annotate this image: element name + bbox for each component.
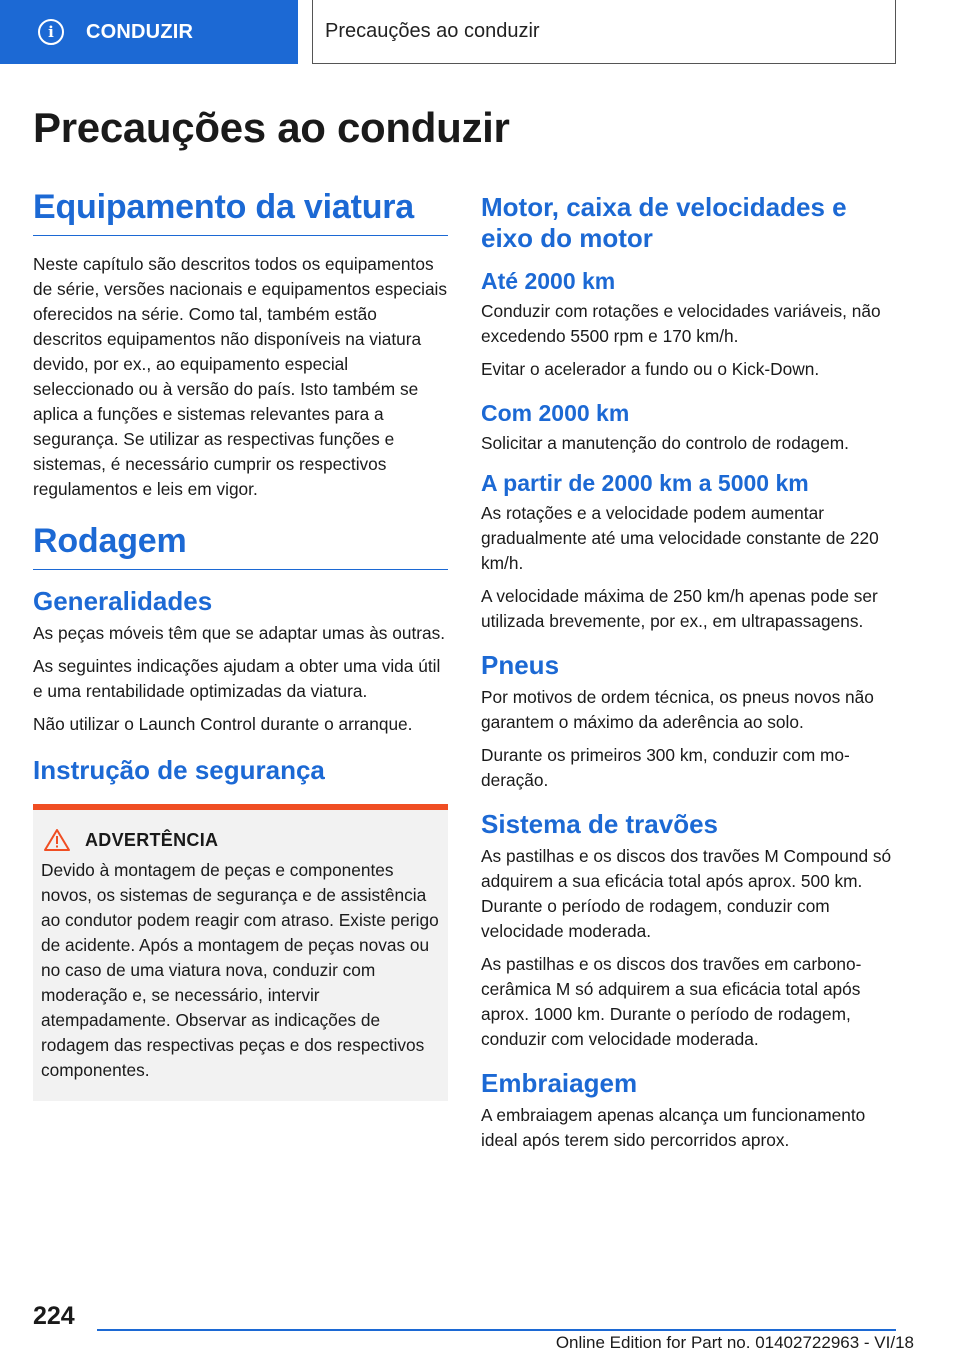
subheading-instrucao-seguranca: Instrução de segurança xyxy=(33,755,325,785)
edition-info: Online Edition for Part no. 01402722963 - VI/18 xyxy=(555,1333,914,1352)
left-column xyxy=(33,188,448,1101)
pneus-text-1: Por motivos de ordem técnica, os pneus novos não garantem o máximo da aderência ao solo. xyxy=(481,687,874,732)
travoes-text-1: As pastilhas e os discos dos travões M Compound só adquirem a sua eficácia total após aprox. 500 km. Durante o período de rodagem, conduzir com velocidade moderada. xyxy=(481,846,892,941)
subheading-ate-2000: Até 2000 km xyxy=(481,268,616,294)
breadcrumb: Precauções ao conduzir xyxy=(312,0,896,64)
embraiagem-text: A embraiagem apenas alcança um funcionamento ideal após terem sido percorridos aprox. xyxy=(481,1105,866,1150)
subheading-a-partir-2000: A partir de 2000 km a 5000 km xyxy=(481,470,809,496)
a-partir-text-1: As rotações e a velocidade podem aumentar gradualmente até uma velocidade constante de 220 km/h. xyxy=(481,503,879,573)
subheading-generalidades: Generalidades xyxy=(33,586,213,616)
warning-title-label: ADVERTÊNCIA xyxy=(85,829,219,850)
generalidades-text-2: As seguintes indicações ajudam a obter uma vida útil e uma rentabilidade optimizadas da viatura. xyxy=(33,656,441,701)
chapter-tab-label: CONDUZIR xyxy=(86,21,194,43)
travoes-text-2: As pastilhas e os discos dos travões em carbono-cerâmica M só adquirem a sua eficácia total após aprox. 1000 km. Durante o período de rodagem, conduzir com velocidade moderada. xyxy=(481,954,862,1049)
page-title: Precauções ao conduzir xyxy=(33,104,510,151)
subheading-embraiagem: Embraiagem xyxy=(481,1068,638,1098)
section-heading-equipamento: Equipamento da viatura xyxy=(33,188,448,236)
warning-triangle-icon xyxy=(43,828,71,852)
subheading-com-2000: Com 2000 km xyxy=(481,400,630,426)
a-partir-text-2: A velocidade máxima de 250 km/h apenas pode ser utilizada brevemente, por ex., em ultrapassagens. xyxy=(481,586,878,631)
right-column xyxy=(481,188,896,1161)
com-2000-text: Solicitar a manutenção do controlo de rodagem. xyxy=(481,433,849,453)
generalidades-text-3: Não utilizar o Launch Control durante o arranque. xyxy=(33,714,413,734)
warning-title xyxy=(41,828,440,852)
equipamento-text: Neste capítulo são descritos todos os equipamentos de série, versões nacionais e equipamentos especiais oferecidos na série. Como tal, também estão descritos equipamentos não disponíveis na viatura devido, por ex., ao equipamento especial seleccionado ou à versão do país. Isto também se aplica a funções e sistemas relevantes para a segurança. Se utilizar as respectivas funções e sistemas, é necessário cumprir os respectivos regulamentos e leis em vigor. xyxy=(33,254,448,499)
subheading-pneus: Pneus xyxy=(481,650,560,680)
ate-2000-text-2: Evitar o acelerador a fundo ou o Kick-Down. xyxy=(481,359,820,379)
warning-box xyxy=(33,804,448,1101)
chapter-tab[interactable] xyxy=(0,0,298,64)
footer-divider xyxy=(97,1329,896,1331)
warning-text: Devido à montagem de peças e componentes novos, os sistemas de segurança e de assistência ao condutor podem reagir com atraso. Existe perigo de acidente. Após a montagem de peças novas ou no caso de uma viatura nova, conduzir com moderação e, se necessário, intervir atempadamente. Observar as indicações de rodagem das respectivas peças e dos respectivos componentes. xyxy=(41,860,439,1080)
section-heading-rodagem: Rodagem xyxy=(33,522,448,570)
pneus-text-2: Durante os primeiros 300 km, conduzir com moderação. xyxy=(481,745,850,790)
subheading-motor: Motor, caixa de velocidades e eixo do motor xyxy=(481,192,847,253)
subheading-sistema-travoes: Sistema de travões xyxy=(481,809,719,839)
ate-2000-text-1: Conduzir com rotações e velocidades variáveis, não excedendo 5500 rpm e 170 km/h. xyxy=(481,301,881,346)
info-icon: i xyxy=(38,19,64,45)
page-number: 224 xyxy=(33,1302,75,1330)
generalidades-text-1: As peças móveis têm que se adaptar umas às outras. xyxy=(33,623,446,643)
